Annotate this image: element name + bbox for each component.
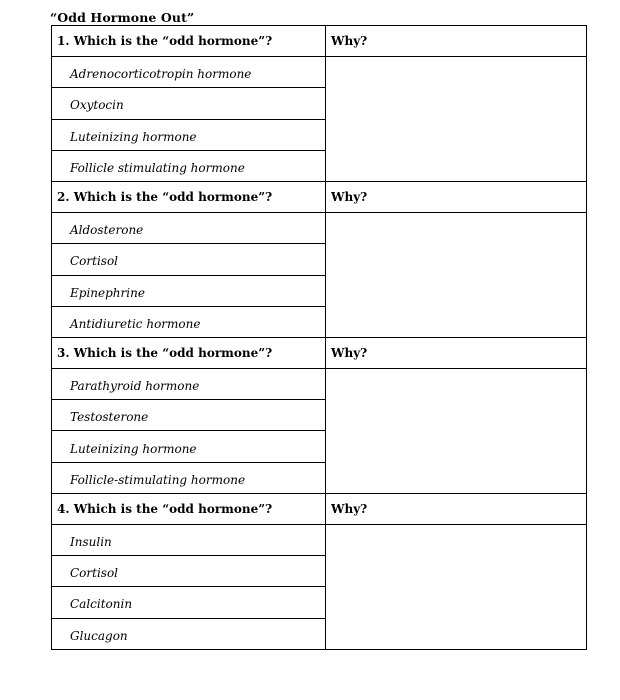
hormone-option[interactable]: Calcitonin [52,587,326,618]
why-answer-box[interactable] [326,57,587,182]
why-label: Why? [326,337,587,368]
option-row [52,57,587,88]
question-header-row [52,337,587,368]
hormone-option[interactable]: Insulin [52,525,326,556]
hormone-option[interactable]: Luteinizing hormone [52,431,326,462]
hormone-option[interactable]: Glucagon [52,618,326,649]
hormone-option[interactable]: Follicle-stimulating hormone [52,462,326,493]
hormone-option[interactable]: Testosterone [52,400,326,431]
question-header-row [52,26,587,57]
hormone-option[interactable]: Aldosterone [52,213,326,244]
hormone-option[interactable]: Epinephrine [52,275,326,306]
option-row [52,213,587,244]
worksheet-title: “Odd Hormone Out” [50,10,195,25]
why-answer-box[interactable] [326,369,587,494]
why-label: Why? [326,181,587,212]
hormone-option[interactable]: Cortisol [52,244,326,275]
hormone-option[interactable]: Adrenocorticotropin hormone [52,57,326,88]
question-prompt: 2. Which is the “odd hormone”? [52,181,326,212]
why-answer-box[interactable] [326,525,587,650]
question-prompt: 1. Which is the “odd hormone”? [52,26,326,57]
option-row [52,525,587,556]
odd-hormone-table [51,25,587,650]
question-header-row [52,181,587,212]
why-answer-box[interactable] [326,213,587,338]
hormone-option[interactable]: Cortisol [52,556,326,587]
option-row [52,369,587,400]
hormone-option[interactable]: Follicle stimulating hormone [52,150,326,181]
hormone-option[interactable]: Luteinizing hormone [52,119,326,150]
question-prompt: 4. Which is the “odd hormone”? [52,493,326,524]
hormone-option[interactable]: Antidiuretic hormone [52,306,326,337]
hormone-option[interactable]: Parathyroid hormone [52,369,326,400]
question-header-row [52,493,587,524]
why-label: Why? [326,493,587,524]
why-label: Why? [326,26,587,57]
question-prompt: 3. Which is the “odd hormone”? [52,337,326,368]
hormone-option[interactable]: Oxytocin [52,88,326,119]
